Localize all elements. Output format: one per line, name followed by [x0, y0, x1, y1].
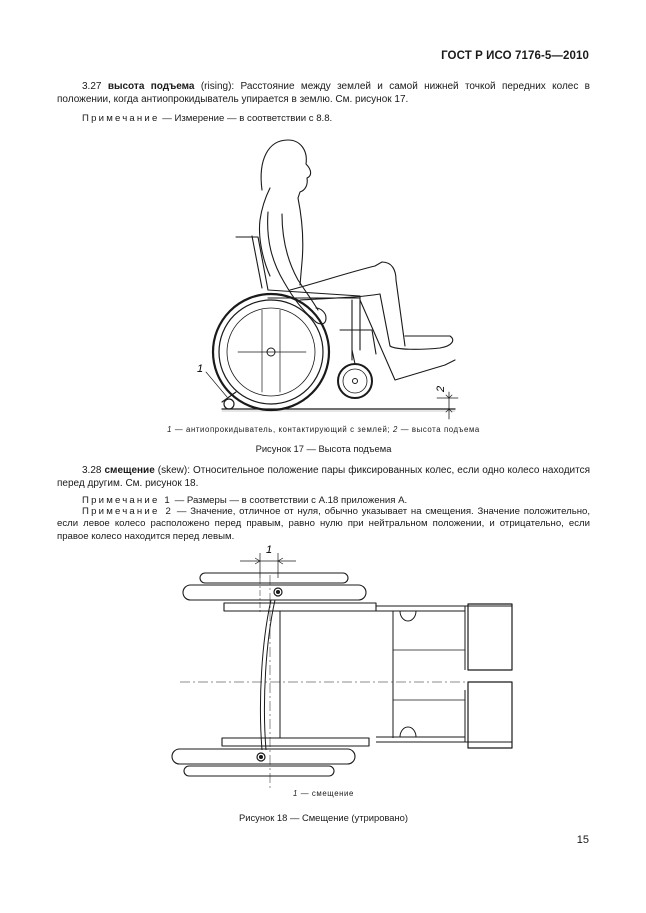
term-name: смещение	[104, 465, 155, 476]
fig18-callout-1: 1	[266, 544, 273, 556]
note-label: Примечание 2	[82, 506, 174, 517]
figure-17-caption: Рисунок 17 — Высота подъема	[255, 443, 392, 454]
document-header: ГОСТ Р ИСО 7176-5—2010	[441, 50, 589, 62]
page-number: 15	[576, 834, 589, 846]
term-english: (rising):	[200, 81, 235, 92]
note-text: — Измерение — в соответствии с 8.8.	[162, 113, 333, 124]
term-definition: Относительное положение пары фиксированных колес, если одно колесо находится перед другим. См. рисунок 18.	[57, 465, 591, 490]
note-text: — Размеры — в соответствии с А.18 приложения А.	[174, 495, 408, 506]
term-number: 3.27	[82, 81, 102, 92]
term-english: (skew):	[157, 465, 191, 476]
note-text: — Значение, отличное от нуля, обычно указывает на смещения. Значение положительно, если левое колесо расположено перед правым, равно нулю при нейтральном положении, и отрицательно, если правое колесо находится перед левым.	[57, 506, 591, 542]
fig17-callout-2: 2	[435, 385, 447, 392]
term-name: высота подъема	[107, 81, 195, 92]
note-label: Примечание	[82, 113, 160, 124]
figure-18-legend: 1 — смещение	[293, 789, 354, 798]
fig17-callout-1: 1	[197, 363, 204, 375]
figure-18-caption: Рисунок 18 — Смещение (утрировано)	[238, 812, 409, 823]
term-number: 3.28	[82, 465, 102, 476]
term-definition: Расстояние между землей и самой нижней точкой передних колес в положении, когда антиопрокидыватель упирается в землю. См. рисунок 17.	[57, 81, 590, 106]
figure-17-legend: 1 — антиопрокидыватель, контактирующий с землей; 2 — высота подъема	[167, 425, 480, 434]
note-label: Примечание 1	[82, 495, 172, 506]
